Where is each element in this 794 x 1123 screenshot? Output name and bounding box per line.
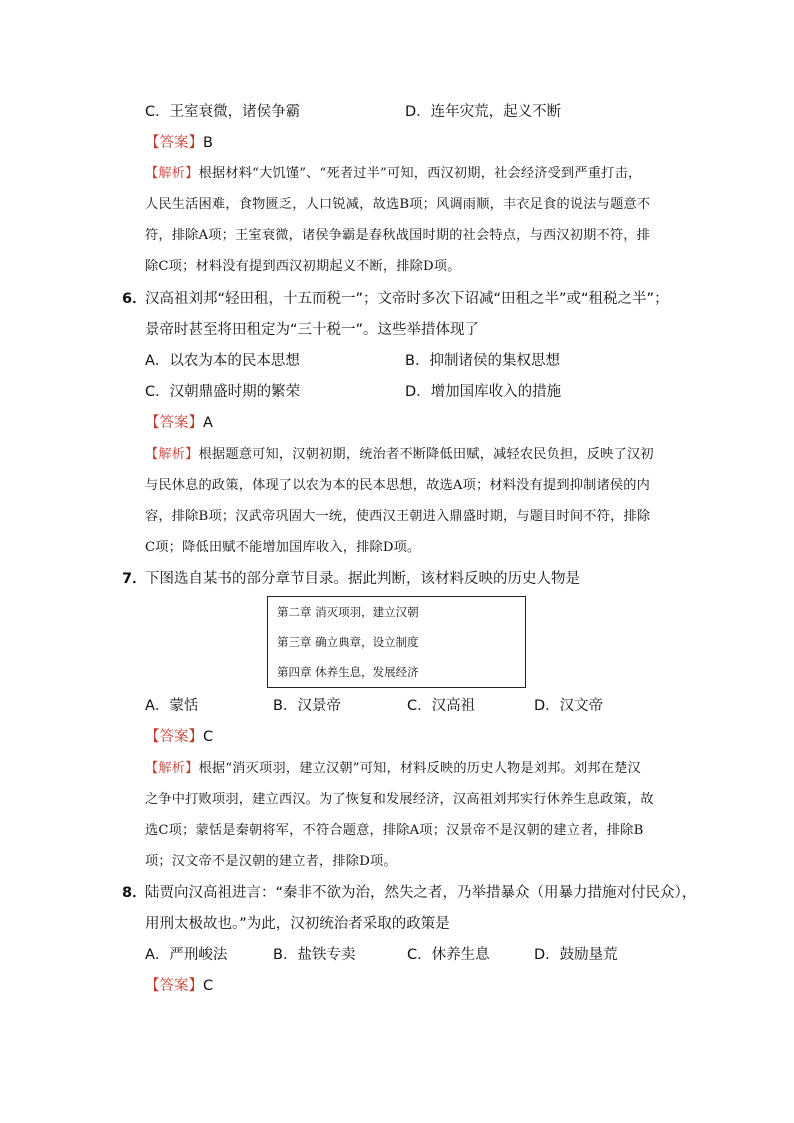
q6-option-a: A．以农为本的民本思想 — [145, 353, 300, 369]
q8-option-b: B．盐铁专卖 — [273, 947, 356, 963]
q6-stem-line-1 — [122, 289, 669, 309]
q6-explanation-line-3: 容，排除B项；汉武帝巩固大一统，使西汉王朝进入鼎盛时期，与题目时间不符，排除 — [145, 509, 651, 524]
question-number: 7． — [122, 571, 147, 587]
explanation-tag: 【解析】 — [145, 166, 199, 181]
question-number: 6． — [122, 291, 147, 307]
question-text: 下图选自某书的部分章节目录。据此判断，该材料反映的历史人物是 — [145, 571, 580, 587]
q8-option-d: D．鼓励垦荒 — [534, 947, 618, 963]
q6-stem-line-2: 景帝时甚至将田租定为“三十税一”。这些举措体现了 — [145, 322, 480, 338]
explanation-tag: 【解析】 — [145, 761, 199, 776]
explanation-text: 根据题意可知，汉朝初期，统治者不断降低田赋，减轻农民负担，反映了汉初 — [198, 447, 654, 462]
q6-explanation-line-1 — [145, 445, 654, 465]
explanation-tag: 【解析】 — [145, 447, 199, 462]
answer-tag: 【答案】 — [145, 978, 203, 994]
answer-tag: 【答案】 — [145, 135, 203, 151]
q5-explanation-line-3: 符，排除A项；王室衰微，诸侯争霸是春秋战国时期的社会特点，与西汉初期不符，排 — [145, 228, 651, 243]
q6-explanation-line-2: 与民休息的政策，体现了以农为本的民本思想，故选A项；材料没有提到抑制诸侯的内 — [145, 478, 651, 493]
q6-answer — [145, 413, 213, 433]
q7-stem — [122, 569, 580, 589]
q5-explanation-line-4: 除C项；材料没有提到西汉初期起义不断，排除D项。 — [145, 259, 461, 274]
chapter-contents-box — [267, 596, 526, 688]
q7-explanation-line-3: 选C项；蒙恬是秦朝将军，不符合题意，排除A项；汉景帝不是汉朝的建立者，排除B — [145, 823, 644, 838]
toc-chapter-4: 第四章 休养生息，发展经济 — [277, 665, 419, 679]
q5-explanation-line-1 — [145, 164, 641, 184]
q7-answer — [145, 727, 213, 747]
q8-option-c: C．休养生息 — [407, 947, 490, 963]
q6-option-d: D．增加国库收入的措施 — [405, 384, 562, 400]
q7-explanation-line-1 — [145, 759, 641, 779]
q5-answer — [145, 133, 213, 153]
answer-value: B — [203, 135, 213, 151]
q5-explanation-line-2: 人民生活困难，食物匮乏，人口锐减，故选B项；风调雨顺，丰衣足食的说法与题意不 — [145, 197, 651, 212]
q8-stem-line-2: 用刑太极故也。”为此，汉初统治者采取的政策是 — [145, 916, 450, 932]
q7-option-c: C．汉高祖 — [407, 698, 476, 714]
explanation-text: 根据“消灭项羽，建立汉朝”可知，材料反映的历史人物是刘邦。刘邦在楚汉 — [198, 761, 641, 776]
q6-option-b: B．抑制诸侯的集权思想 — [405, 353, 560, 369]
question-text: 陆贾向汉高祖进言：“秦非不欲为治，然失之者，乃举措暴众（用暴力措施对付民众）， — [145, 885, 697, 901]
q5-option-c: C．王室衰微，诸侯争霸 — [145, 104, 301, 120]
q8-stem-line-1 — [122, 883, 696, 903]
answer-tag: 【答案】 — [145, 415, 203, 431]
toc-chapter-3: 第三章 确立典章，设立制度 — [277, 635, 419, 649]
question-text: 汉高祖刘邦“轻田租，十五而税一”；文帝时多次下诏减“田租之半”或“租税之半”； — [145, 291, 669, 307]
q7-explanation-line-4: 项；汉文帝不是汉朝的建立者，排除D项。 — [145, 854, 397, 869]
answer-value: A — [203, 415, 213, 431]
q5-option-d: D．连年灾荒，起义不断 — [405, 104, 562, 120]
q8-answer — [145, 976, 213, 996]
toc-chapter-2: 第二章 消灭项羽，建立汉朝 — [277, 605, 419, 619]
answer-tag: 【答案】 — [145, 729, 203, 745]
q6-explanation-line-4: C项；降低田赋不能增加国库收入，排除D项。 — [145, 540, 421, 555]
answer-value: C — [203, 978, 214, 994]
q7-option-a: A．蒙恬 — [145, 698, 199, 714]
q8-option-a: A．严刑峻法 — [145, 947, 228, 963]
q6-option-c: C．汉朝鼎盛时期的繁荣 — [145, 384, 301, 400]
q7-option-b: B．汉景帝 — [273, 698, 341, 714]
explanation-text: 根据材料“大饥馑”、“死者过半”可知，西汉初期，社会经济受到严重打击， — [198, 166, 642, 181]
q7-option-d: D．汉文帝 — [534, 698, 604, 714]
answer-value: C — [203, 729, 214, 745]
q7-explanation-line-2: 之争中打败项羽，建立西汉。为了恢复和发展经济，汉高祖刘邦实行休养生息政策，故 — [145, 792, 654, 807]
question-number: 8． — [122, 885, 147, 901]
